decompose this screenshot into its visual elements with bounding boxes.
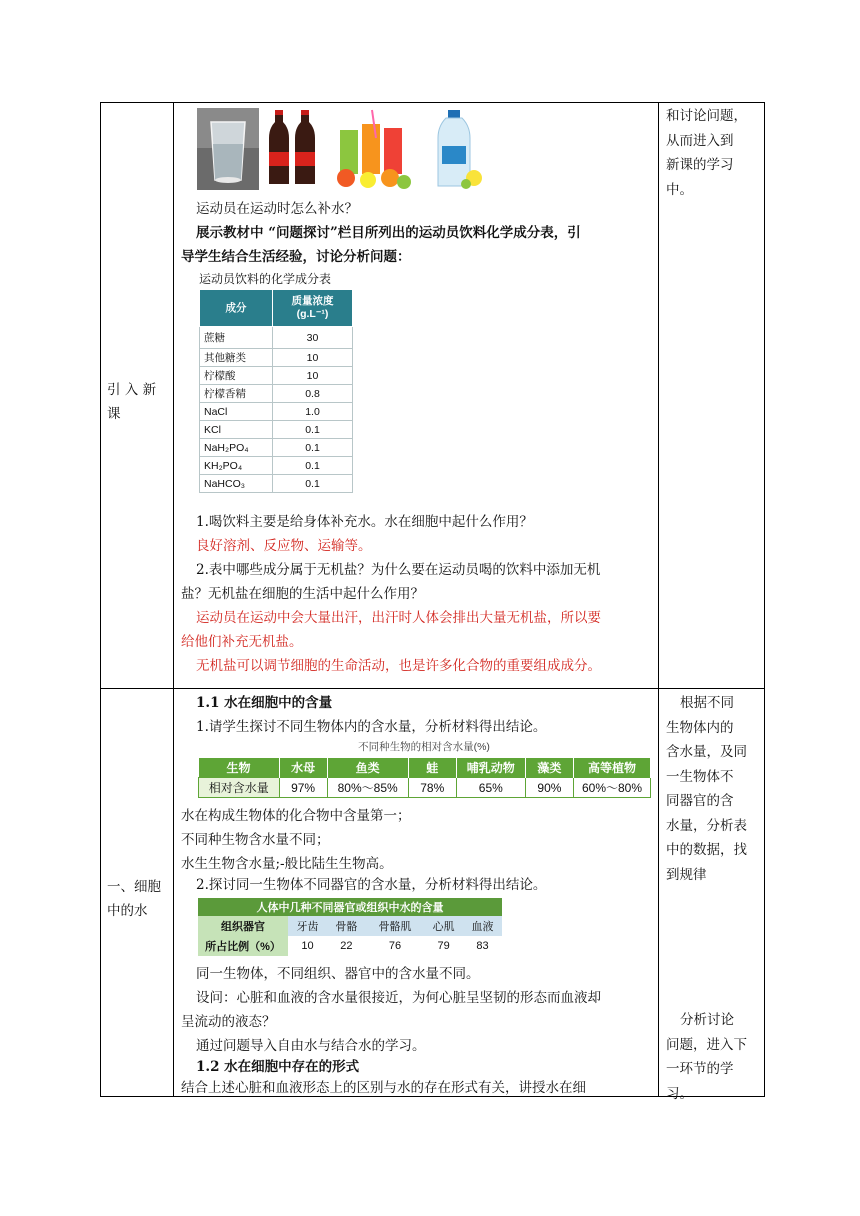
intro-text-line: 展示教材中 “问题探讨”栏目所列出的运动员饮料化学成分表，引 [196,225,581,241]
drink-composition-table [199,289,353,493]
organ-water-table [198,898,502,956]
conclusion-line: 水在构成生物体的化合物中含量第一； [181,808,411,824]
juice-glasses-image [332,108,414,190]
water-table-title: 不同种生物的相对含水量(%) [358,741,490,753]
row2-notes-bottom: 分析讨论 问题，进入下 一环节的学 习。 [666,1012,747,1102]
conclusion-line: 同一生物体，不同组织、器官中的含水量不同。 [196,966,480,982]
answer-3: 无机盐可以调节细胞的生命活动，也是许多化合物的重要组成成分。 [196,658,601,674]
table-row: NaCl 1.0 [200,403,353,421]
table-row: NaHCO₃ 0.1 [200,475,353,493]
row2-notes: 根据不同 生物体内的 含水量，及同 一生物体不 同器官的含 水量，分析表 中的数据，找 到规律 [666,695,747,883]
section-heading: 1.1 水在细胞中的含量 [196,695,333,711]
conclusion-line: 水生生物含水量;-般比陆生生物高。 [181,856,393,872]
water-content-table [198,758,651,798]
col-divider [658,103,659,1096]
answer-2-cont: 给他们补充无机盐。 [181,634,303,650]
table-row: 相对含水量 97% 80%～85% 78% 65% 90% 60%～80% [199,778,651,798]
row2-label: 一、细胞 中的水 [107,879,161,919]
section-heading: 1.2 水在细胞中存在的形式 [196,1059,360,1075]
question-2: 2.表中哪些成分属于无机盐？为什么要在运动员喝的饮料中添加无机 [196,562,601,578]
table-row: KCl 0.1 [200,421,353,439]
drink-table-title: 运动员饮料的化学成分表 [199,272,332,286]
question-text-cont: 呈流动的液态？ [181,1014,276,1030]
water-bottle-image [420,108,488,190]
intro-text-line: 导学生结合生活经验，讨论分析问题： [181,249,411,265]
col-divider [173,103,174,1096]
intro-question: 运动员在运动时怎么补水？ [196,201,358,217]
conclusion-line: 不同种生物含水量不同； [181,832,330,848]
table-row: 所占比例（%） 10 22 76 79 83 [198,936,502,956]
table-row: 蔗糖 30 [200,327,353,349]
row1-notes: 和讨论问题， 从而进入到 新课的学习 中。 [666,108,747,198]
question-1: 1.喝饮料主要是给身体补充水。水在细胞中起什么作用？ [196,514,533,530]
table-header-row: 组织器官 牙齿 骨骼 骨骼肌 心肌 血液 [198,916,502,936]
table-row: NaH₂PO₄ 0.1 [200,439,353,457]
cola-bottles-image [265,108,325,190]
drink-table-header: 质量浓度 (g.L⁻¹) [273,290,353,327]
task-1: 1.请学生探讨不同生物体内的含水量，分析材料得出结论。 [196,719,547,735]
row-divider [101,688,764,689]
table-row: 其他糖类 10 [200,349,353,367]
answer-2: 运动员在运动中会大量出汗，出汗时人体会排出大量无机盐，所以要 [196,610,601,626]
table-row: 柠檬香精 0.8 [200,385,353,403]
task-2: 2.探讨同一生物体不同器官的含水量，分析材料得出结论。 [196,877,547,893]
row1-label: 引 入 新 课 [107,382,157,422]
transition-text: 通过问题导入自由水与结合水的学习。 [196,1038,426,1054]
organ-table-title: 人体中几种不同器官或组织中水的含量 [198,898,502,916]
lecture-text: 结合上述心脏和血液形态上的区别与水的存在形式有关，讲授水在细 [181,1080,586,1096]
question-text: 设问：心脏和血液的含水量很接近，为何心脏呈坚韧的形态而血液却 [196,990,601,1006]
table-row: KH₂PO₄ 0.1 [200,457,353,475]
question-2-cont: 盐？无机盐在细胞的生活中起什么作用？ [181,586,424,602]
drink-table-header: 成分 [200,290,273,327]
answer-1: 良好溶剂、反应物、运输等。 [196,538,372,554]
water-glass-image [197,108,259,190]
table-row: 柠檬酸 10 [200,367,353,385]
table-header-row: 生物 水母 鱼类 蛙 哺乳动物 藻类 高等植物 [199,758,651,778]
